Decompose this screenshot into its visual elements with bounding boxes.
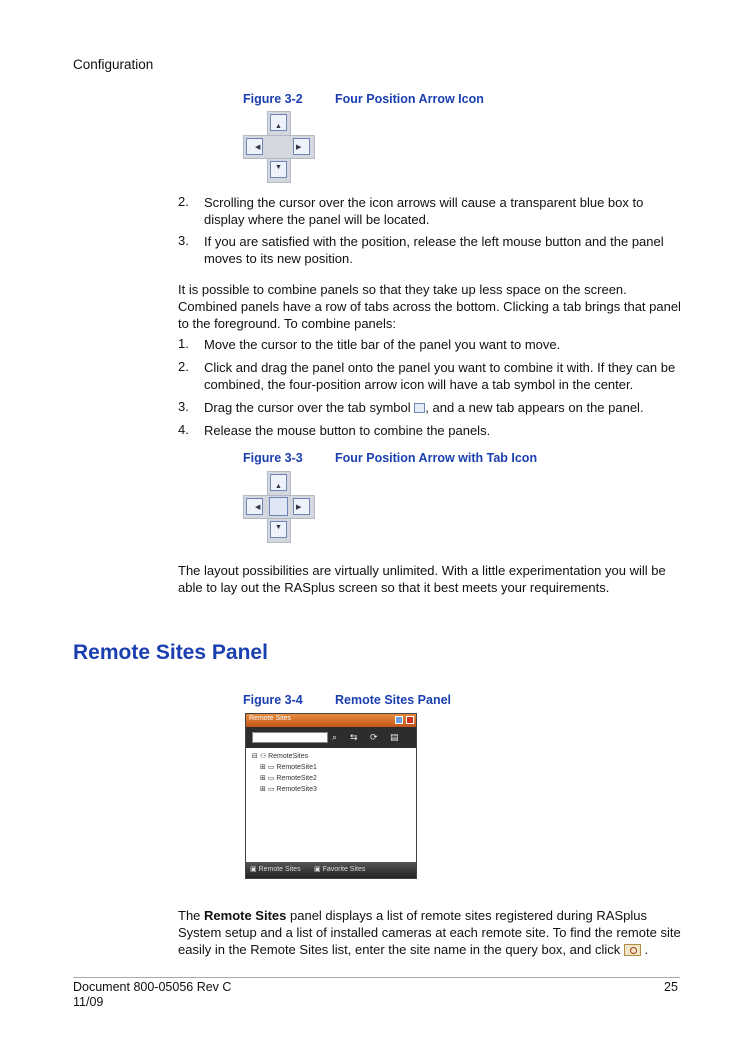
panel-title: Remote Sites — [249, 715, 292, 722]
site-icon: ▭ — [267, 764, 275, 771]
running-header: Configuration — [73, 57, 154, 72]
tab-symbol-icon — [414, 403, 425, 413]
para-text: panel displays a list of remote sites registered during RASplus System setup and a list of installed cameras at each remote site. To find the remote site easily in the Remote Sites list, enter the site name in the query box, and click — [178, 908, 681, 957]
site-icon: ▭ — [267, 786, 275, 793]
tree-item[interactable] — [252, 762, 317, 773]
tree-item[interactable] — [252, 773, 317, 784]
expand-icon[interactable]: ⊞ — [260, 775, 266, 782]
list-number: 2. — [178, 359, 189, 374]
settings-icon[interactable]: ▤ — [390, 732, 399, 742]
tree-item-label: RemoteSite1 — [276, 764, 317, 771]
layout-paragraph: The layout possibilities are virtually unlimited. With a little experimentation you will be able to lay out the RASplus screen so that it best meets your requirements. — [178, 563, 666, 595]
list-item — [204, 399, 684, 416]
tree-item[interactable] — [252, 784, 317, 795]
filter-icon[interactable]: ⇆ — [350, 732, 358, 742]
figure-title: Four Position Arrow Icon — [335, 92, 484, 106]
tab-remote-sites[interactable]: ▣ Remote Sites — [250, 866, 301, 873]
four-position-arrow-icon: ▲ ▼ ◀ ▶ — [243, 111, 315, 183]
section-title: Remote Sites Panel — [73, 641, 268, 664]
footer-rule — [73, 977, 680, 978]
panel-toolbar — [246, 727, 416, 748]
remote-sites-paragraph — [178, 907, 688, 958]
panel-tabs — [246, 862, 416, 878]
list-number: 4. — [178, 422, 189, 437]
figure-3-3-caption — [0, 451, 752, 467]
expand-icon[interactable]: ⊞ — [260, 786, 266, 793]
search-icon[interactable]: ⌕ — [332, 732, 338, 742]
list-item: Scrolling the cursor over the icon arrows will cause a transparent blue box to display where the panel will be located. — [204, 195, 644, 227]
para-text: . — [644, 942, 649, 957]
tab-label: Remote Sites — [258, 866, 301, 873]
tab-favorite-sites[interactable]: ▣ Favorite Sites — [314, 866, 366, 873]
figure-number: Figure 3-3 — [243, 451, 303, 465]
list-item: Click and drag the panel onto the panel you want to combine it with. If they can be combined, the four-position arrow icon will have a tab symbol in the center. — [204, 360, 676, 392]
list-item: Release the mouse button to combine the panels. — [204, 423, 491, 438]
list-number: 1. — [178, 336, 189, 351]
tab-label: Favorite Sites — [322, 866, 366, 873]
tree-item-label: RemoteSite3 — [276, 786, 317, 793]
step-text-after: , and a new tab appears on the panel. — [425, 400, 644, 415]
doc-date: 11/09 — [73, 995, 104, 1009]
expand-icon[interactable]: ⊞ — [260, 764, 266, 771]
tree-item-label: RemoteSite2 — [276, 775, 317, 782]
list-number: 3. — [178, 233, 189, 248]
footer-doc — [73, 980, 231, 1010]
combine-intro-paragraph: It is possible to combine panels so that they take up less space on the screen. Combined panels have a row of tabs across the bottom. Clicking a tab brings that panel to the foreground. To combine panels: — [178, 282, 681, 331]
list-item: If you are satisfied with the position, release the left mouse button and the panel moves to its new position. — [204, 234, 664, 266]
tree-root-label: RemoteSites — [268, 753, 309, 760]
collapse-icon[interactable]: ⊟ — [252, 753, 258, 760]
figure-3-2-caption — [0, 92, 752, 108]
query-input[interactable] — [252, 732, 328, 743]
step-text-before: Drag the cursor over the tab symbol — [204, 400, 411, 415]
close-icon[interactable] — [406, 716, 414, 724]
figure-title: Remote Sites Panel — [335, 693, 452, 707]
list-item: Move the cursor to the title bar of the panel you want to move. — [204, 337, 561, 352]
remote-sites-panel-screenshot — [245, 713, 417, 879]
list-number: 3. — [178, 399, 189, 414]
figure-3-4-caption — [0, 693, 752, 709]
search-button-icon — [624, 944, 641, 956]
figure-title: Four Position Arrow with Tab Icon — [335, 451, 538, 465]
site-icon: ▭ — [267, 775, 275, 782]
four-position-arrow-with-tab-icon: ▲ ▼ ◀ ▶ — [243, 471, 315, 543]
doc-number: Document 800-05056 Rev C — [73, 980, 232, 994]
network-icon: ⚇ — [259, 753, 267, 760]
panel-title-bar — [246, 714, 416, 727]
remote-sites-tree — [252, 751, 317, 795]
para-bold: Remote Sites — [204, 908, 287, 923]
page-number: 25 — [664, 980, 678, 994]
figure-number: Figure 3-4 — [243, 693, 303, 707]
list-number: 2. — [178, 194, 189, 209]
para-text: The — [178, 908, 205, 923]
pin-icon[interactable] — [395, 716, 403, 724]
figure-number: Figure 3-2 — [243, 92, 303, 106]
tree-root[interactable] — [252, 751, 317, 762]
refresh-icon[interactable]: ⟳ — [370, 732, 378, 742]
